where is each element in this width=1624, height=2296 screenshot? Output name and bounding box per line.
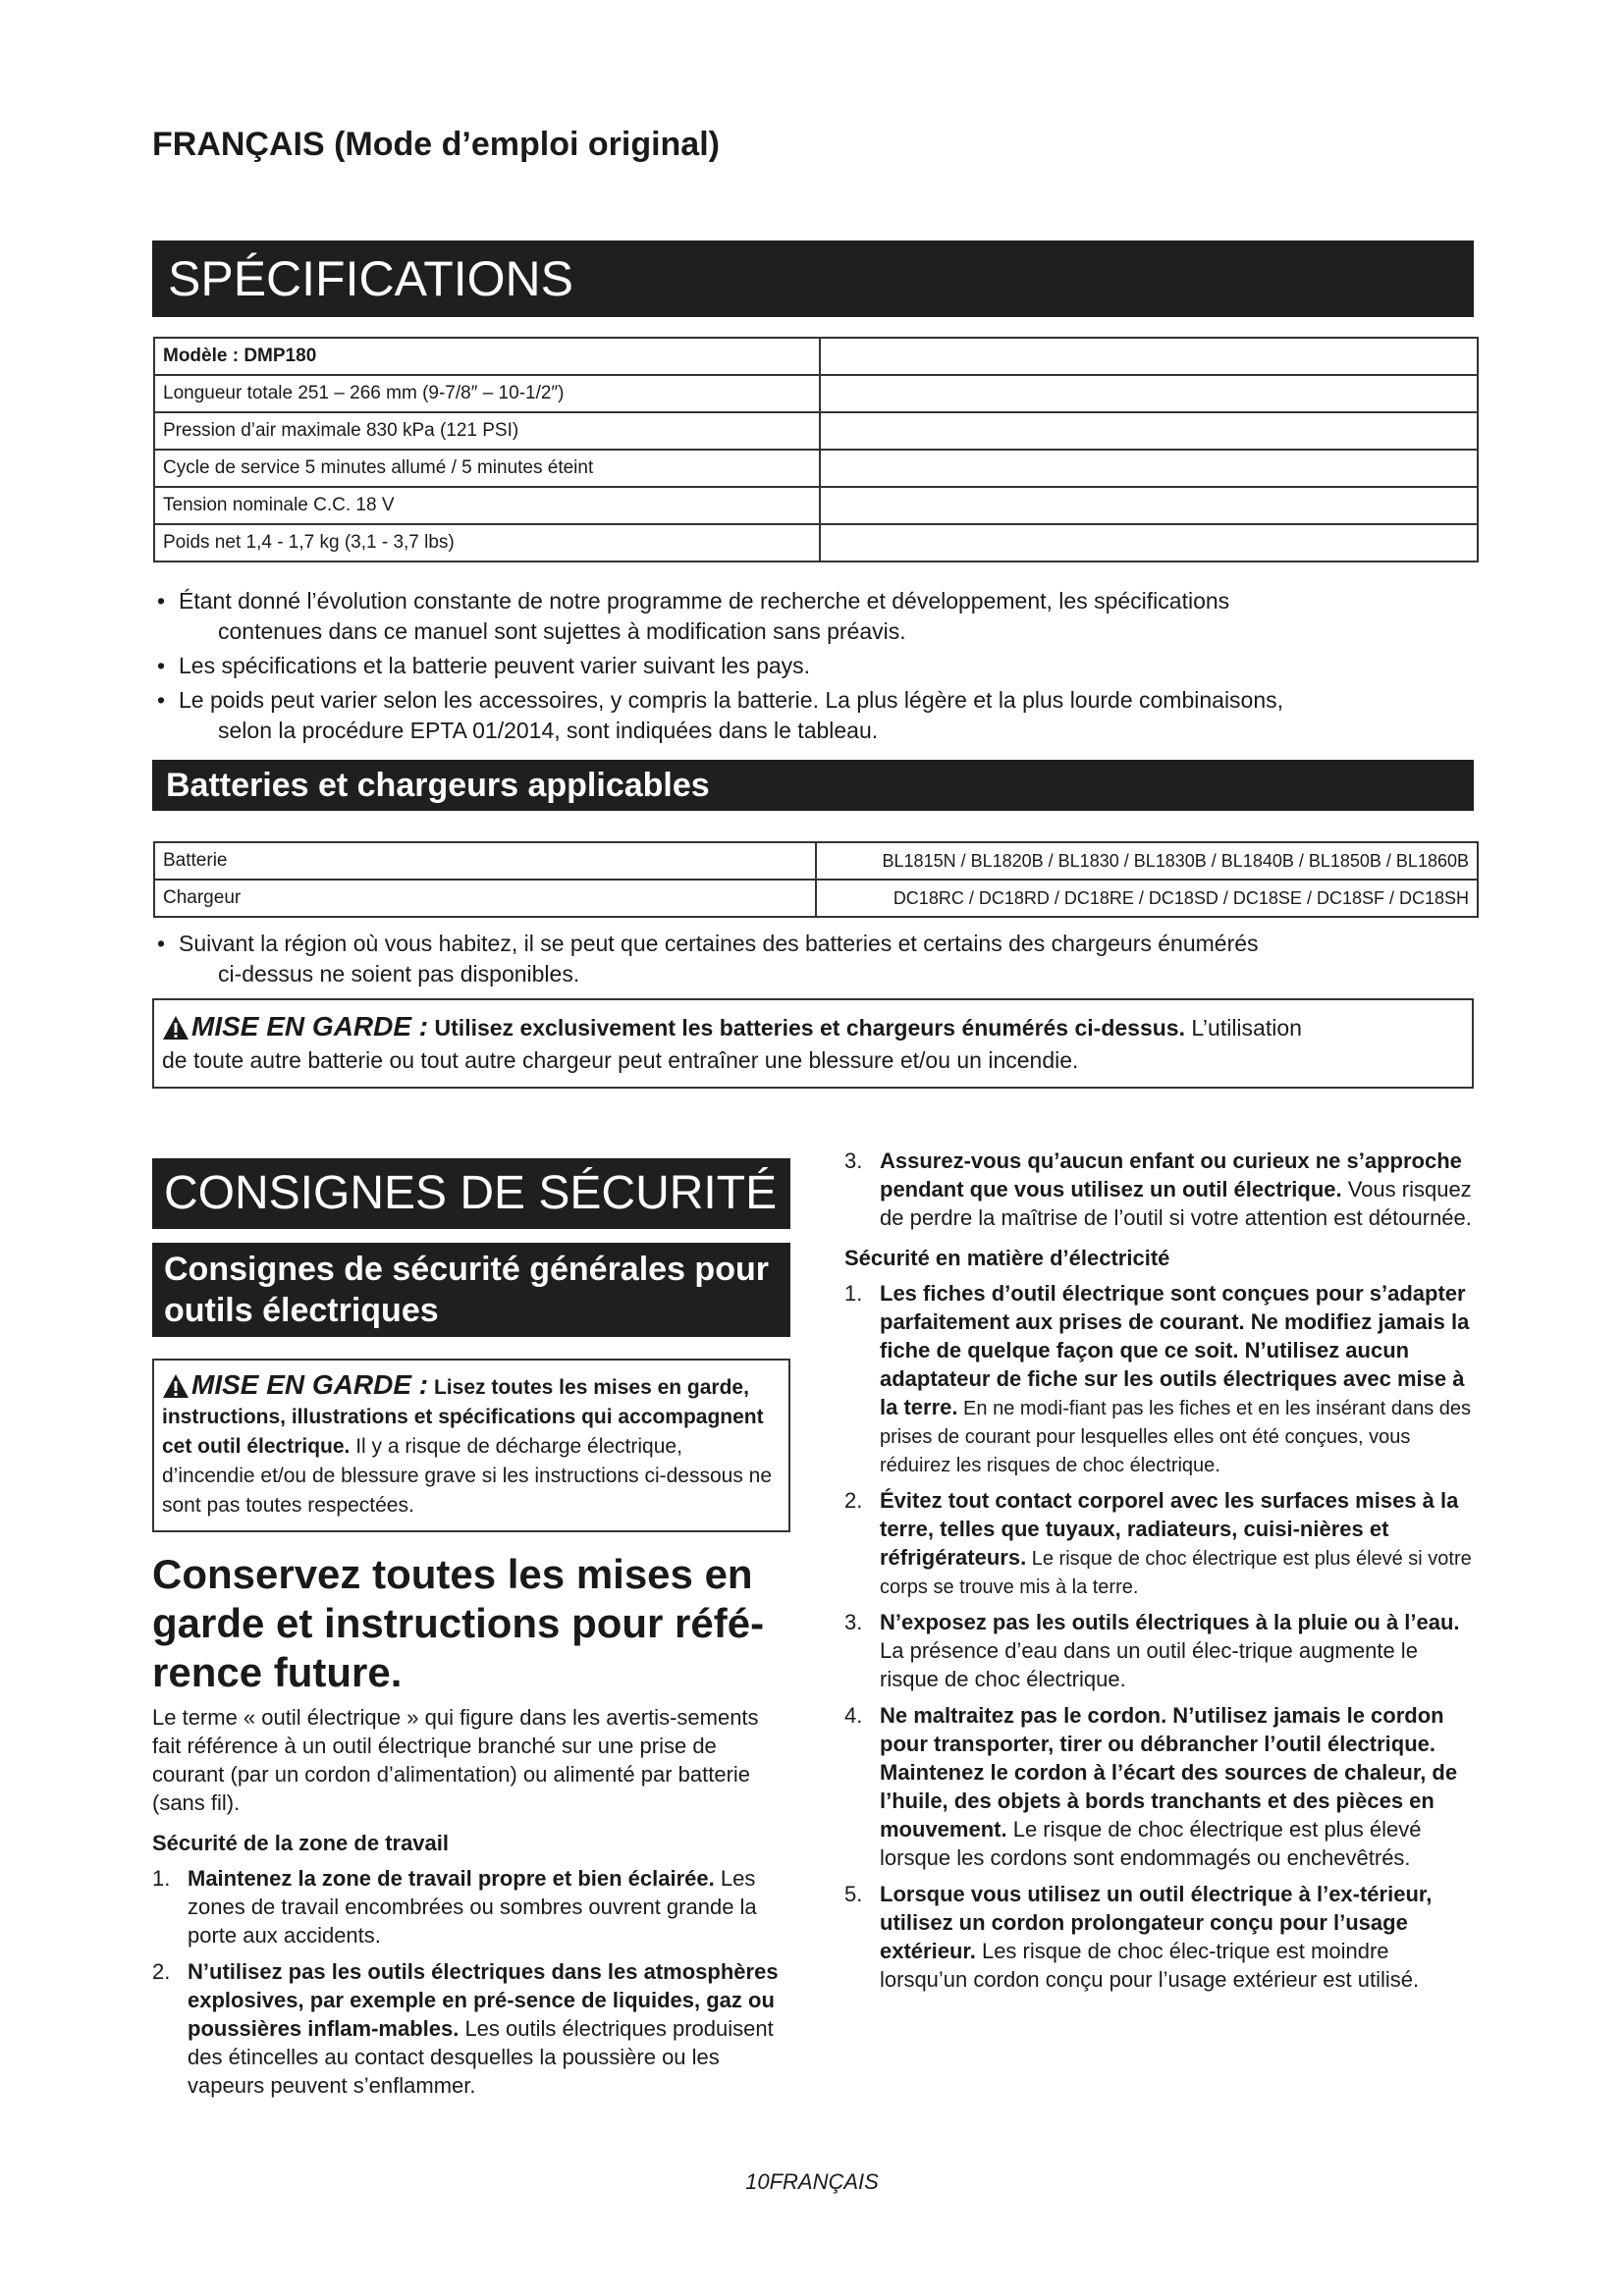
table-row	[154, 524, 1478, 561]
warning-triangle-icon	[162, 1373, 189, 1399]
left-column	[152, 1158, 790, 2108]
table-row	[154, 450, 1478, 487]
batteries-note	[157, 929, 1473, 993]
table-row	[154, 412, 1478, 450]
batteries-heading: Batteries et chargeurs applicables	[152, 760, 1474, 811]
battery-warning-box: MISE EN GARDE : Utilisez exclusivement les batteries et chargeurs énumérés ci-dessus. L’utilisation de toute autre batterie ou tout autre chargeur peut entraîner une blessure et/ou un incendie.	[152, 998, 1474, 1089]
specifications-table	[153, 337, 1479, 562]
safety-warning-box: MISE EN GARDE : Lisez toutes les mises en garde, instructions, illustrations et spécifications qui accompagnent cet outil électrique. Il y a risque de décharge électrique, d’incendie et/ou de blessure grave si les instructions ci-dessous ne sont pas toutes respectées.	[152, 1359, 790, 1532]
list-item: 5. Lorsque vous utilisez un outil électrique à l’ex-térieur, utilisez un cordon prolongateur conçu pour l’usage extérieur. Les risque de choc élec-trique est moindre lorsqu’un cordon conçu pour l’usage extérieur est utilisé.	[844, 1882, 1433, 1992]
table-cell: BL1815N / BL1820B / BL1830 / BL1830B / BL1840B / BL1850B / BL1860B	[816, 842, 1478, 880]
table-cell: Batterie	[154, 842, 816, 880]
table-row	[154, 375, 1478, 412]
list-item: • Suivant la région où vous habitez, il se peut que certaines des batteries et certains des chargeurs énumérés ci-dessus ne soient pas disponibles.	[157, 929, 1473, 989]
list-item: 4. Ne maltraitez pas le cordon. N’utilisez jamais le cordon pour transporter, tirer ou débrancher l’outil électrique. Maintenez le cordon à l’écart des sources de chaleur, de l’huile, des objets à bords tranchants et des pièces en mouvement. Le risque de choc électrique est plus élevé lorsque les cordons sont endommagés ou enchevêtrés.	[844, 1703, 1458, 1870]
work-area-heading: Sécurité de la zone de travail	[152, 1831, 450, 1855]
table-cell: Chargeur	[154, 880, 816, 917]
page-number: 10	[745, 2169, 770, 2194]
list-item: 3. Assurez-vous qu’aucun enfant ou curieux ne s’approche pendant que vous utilisez un outil électrique. Vous risquez de perdre la maîtrise de l’outil si votre attention est détournée.	[844, 1148, 1472, 1230]
safety-subheading: Consignes de sécurité générales pour outils électriques	[152, 1243, 790, 1337]
list-item: 1. Les fiches d’outil électrique sont conçues pour s’adapter parfaitement aux prises de courant. Ne modifiez jamais la fiche de quelque façon que ce soit. N’utilisez aucun adaptateur de fiche sur les outils électriques avec mise à la terre. En ne modi-fiant pas les fiches et en les insérant dans des prises de courant pour lesquelles elles ont été conçues, vous réduirez les risques de choc électrique.	[844, 1281, 1472, 1476]
table-cell: Cycle de service 5 minutes allumé / 5 minutes éteint	[154, 450, 820, 487]
table-row	[154, 338, 1478, 375]
electrical-safety-heading: Sécurité en matière d’électricité	[844, 1246, 1170, 1270]
page-title: FRANÇAIS (Mode d’emploi original)	[152, 126, 720, 163]
batteries-table	[153, 841, 1479, 918]
list-item: • Les spécifications et la batterie peuvent varier suivant les pays.	[157, 651, 1473, 681]
table-cell: Poids net 1,4 - 1,7 kg (3,1 - 3,7 lbs)	[154, 524, 820, 561]
list-item: • Le poids peut varier selon les accessoires, y compris la batterie. La plus légère et la plus lourde combinaisons, selon la procédure EPTA 01/2014, sont indiquées dans le tableau.	[157, 685, 1473, 746]
table-cell: Longueur totale 251 – 266 mm (9-7/8″ – 10-1/2″)	[154, 375, 820, 412]
table-cell: DC18RC / DC18RD / DC18RE / DC18SD / DC18SE / DC18SF / DC18SH	[816, 880, 1478, 917]
warning-triangle-icon	[162, 1015, 189, 1041]
table-row	[154, 842, 1478, 880]
work-area-list	[152, 1864, 790, 2100]
electrical-safety-list	[844, 1279, 1473, 1994]
table-row	[154, 487, 1478, 524]
list-item: 3. N’exposez pas les outils électriques à la pluie ou à l’eau. La présence d’eau dans un outil élec-trique augmente le risque de choc électrique.	[844, 1610, 1460, 1691]
safety-heading: CONSIGNES DE SÉCURITÉ	[152, 1158, 790, 1229]
specifications-notes	[157, 586, 1473, 750]
list-item: 1. Maintenez la zone de travail propre et bien éclairée. Les zones de travail encombrées ou sombres ouvrent grande la porte aux accidents.	[152, 1866, 757, 1948]
specifications-heading: SPÉCIFICATIONS	[152, 240, 1474, 317]
table-cell: Pression d’air maximale 830 kPa (121 PSI)	[154, 412, 820, 450]
footer-language: FRANÇAIS	[769, 2169, 879, 2194]
keep-instructions-heading: Conservez toutes les mises en garde et instructions pour réfé-rence future.	[152, 1551, 765, 1695]
table-cell: Tension nominale C.C. 18 V	[154, 487, 820, 524]
work-area-list-continued	[844, 1147, 1473, 1232]
table-cell: Modèle : DMP180	[154, 338, 820, 375]
power-tool-definition: Le terme « outil électrique » qui figure dans les avertis-sements fait référence à un outil électrique branché sur une prise de courant (par un cordon d’alimentation) ou alimenté par batterie (sans fil).	[152, 1705, 759, 1815]
page-footer	[0, 2169, 1624, 2195]
list-item: 2. N’utilisez pas les outils électriques dans les atmosphères explosives, par exemple en pré-sence de liquides, gaz ou poussières inflam-mables. Les outils électriques produisent des étincelles au contact desquelles la poussière ou les vapeurs peuvent s’enflammer.	[152, 1959, 779, 2098]
right-column	[844, 1147, 1473, 2002]
table-row	[154, 880, 1478, 917]
list-item: 2. Évitez tout contact corporel avec les surfaces mises à la terre, telles que tuyaux, radiateurs, cuisi-nières et réfrigérateurs. Le risque de choc électrique est plus élevé si votre corps se trouve mis à la terre.	[844, 1488, 1472, 1598]
list-item: • Étant donné l’évolution constante de notre programme de recherche et développement, les spécifications contenues dans ce manuel sont sujettes à modification sans préavis.	[157, 586, 1473, 647]
